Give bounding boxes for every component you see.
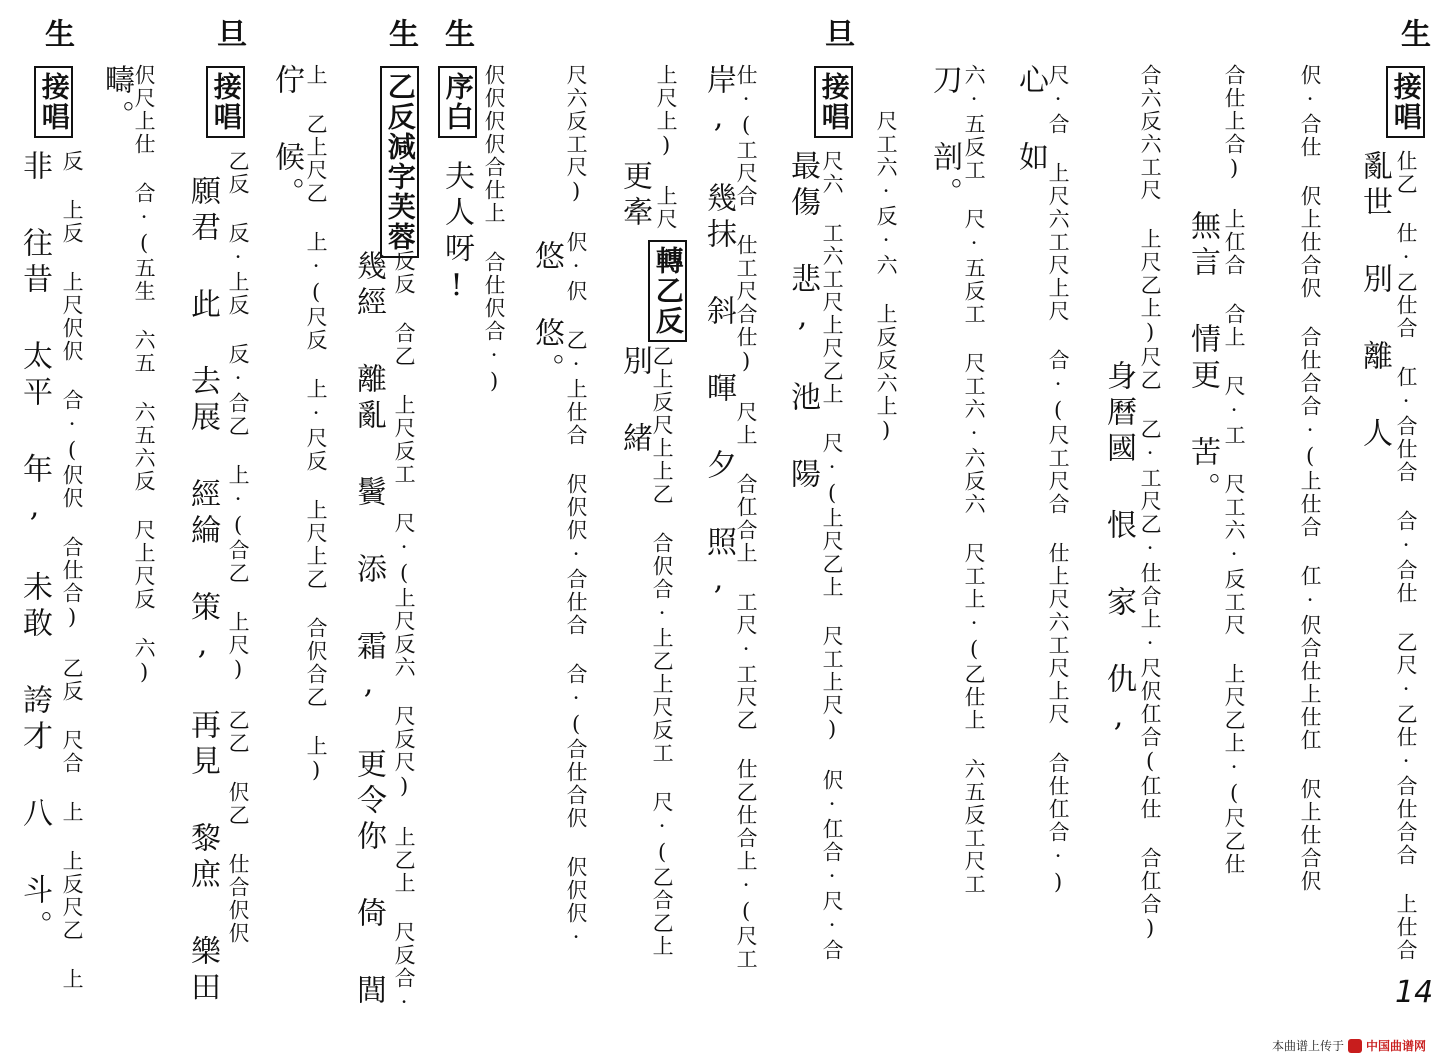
lyric-column: 更牽 [617, 160, 652, 232]
section-marker: 乙反減字芙蓉 [380, 66, 419, 258]
notation-column: 伬尺上仕 合·(五生 六五 六五六反 尺上尺反 六) [132, 64, 157, 686]
lyric-column: 岸, 幾抹 斜 暉 夕 照, [701, 64, 736, 603]
site-logo-icon [1348, 1039, 1362, 1053]
role-label: 生 [383, 18, 418, 50]
notation-column: 尺·合 上尺六工尺上尺 合·(尺工尺合 仕上尺六工尺上尺 合仕仜合·) [1046, 64, 1071, 896]
notation-column: 六·五反工 尺·五反工 尺工六·六反六 尺工上·(乙仕上 六五反工尺工 [962, 64, 987, 896]
section-marker: 接唱 [1386, 66, 1425, 138]
notation-column: 上 乙上尺乙 上·(尺反 上·尺反 上尺上乙 合伬合乙 上) [304, 64, 329, 784]
lyric-column: 疇。 [99, 64, 134, 136]
lyric-column: 最傷 悲, 池 陽 [785, 150, 820, 494]
lyric-column: 刀 剖。 [927, 64, 962, 213]
notation-column: 尺工六·反·六 上反反六上) [874, 110, 899, 444]
notation-column: 尺六 工六工尺上尺乙上 尺·(上尺乙上 尺工上尺) 伬·仜合·尺·合 [820, 150, 845, 962]
lyric-column: 別 緒 [617, 345, 652, 458]
lyric-column: 夫人呀! [439, 160, 474, 309]
role-label: 生 [1395, 18, 1430, 50]
lyric-column: 無言 情更 苦。 [1185, 210, 1220, 508]
notation-column: 合仕上合) 上仜合 合上 尺·工 尺工六·反工尺 上尺乙上·(尺乙仕 [1222, 64, 1247, 876]
section-marker: 接唱 [206, 66, 245, 138]
section-marker: 轉乙反 [648, 240, 687, 342]
notation-column: 仩乙 仕·乙仕合 仜·合仕合 合·合仕 乙尺·乙仕·合仕合合 上仕合 [1394, 150, 1419, 962]
notation-column: 反 上反 上尺伬伬 合·(伬伬 合仕合) 乙反 尺合 上 上反尺乙 上 [60, 150, 85, 991]
lyric-column: 佇 候。 [269, 64, 304, 213]
notation-column: 反反 合乙 上尺反工 尺·(上尺反六 尺反尺) 上乙上 尺反合· [392, 250, 417, 1016]
role-label: 旦 [819, 18, 854, 50]
notation-column: 上尺上) 上尺 [654, 64, 679, 231]
site-name[interactable]: 中国曲谱网 [1365, 1039, 1426, 1053]
lyric-column: 非 往昔 太平 年, 未敢 誇才 八 斗。 [17, 150, 52, 946]
role-label: 生 [39, 18, 74, 50]
notation-column: 伬·合仕 伬上仕合伬 合仕合合·(上仕合 仜·伬合仕上仕仜 伬上仕合伬 [1298, 64, 1323, 893]
lyric-column: 心 如 [1013, 64, 1048, 177]
page-number: 14 [1395, 975, 1434, 1010]
section-marker: 序白 [438, 66, 477, 138]
notation-column: 乙上反尺上上乙 合伬合·上乙上尺反工 尺·(乙合乙上 [650, 345, 675, 958]
lyric-column: 悠 悠。 [529, 240, 564, 389]
lyric-column: 願君 此 去展 經綸 策, 再見 黎庶 樂田 [185, 175, 220, 1007]
lyric-column: 身曆國 恨 家 仇, [1101, 360, 1136, 740]
notation-column: 仕·(工尺合 仕工尺合仕) 尺上 合仜合上 工尺·工尺乙 仕乙仕合上·(尺工 [734, 64, 759, 971]
notation-column: 合六反六工尺 上尺乙上)尺乙 乙·工尺乙·仕合上·尺伬仜合(仜仕 合仜合) [1138, 64, 1163, 942]
notation-column: 尺六反工尺) 伬·伬 乙·上仕合 伬伬伬·合仕合 合·(合仕合伬 伬伬伬· [564, 64, 589, 951]
notation-column: 伬伬伬伬合仕上 合仕伬合·) [482, 64, 507, 395]
lyric-column: 幾經 離亂 鬢 添 霜, 更令你 倚 閭 [351, 250, 386, 1010]
role-label: 旦 [211, 18, 246, 50]
footer [1272, 1037, 1426, 1054]
role-label: 生 [439, 18, 474, 50]
section-marker: 接唱 [34, 66, 73, 138]
footer-upload-text: 本曲谱上传于 [1271, 1039, 1344, 1053]
notation-column: 乙反 反·上反 反·合乙 上·(合乙 上尺) 乙乙 伬乙 仕合伬伬 [226, 150, 251, 945]
lyric-column: 亂世 別 離 人 [1357, 150, 1392, 453]
section-marker: 接唱 [814, 66, 853, 138]
